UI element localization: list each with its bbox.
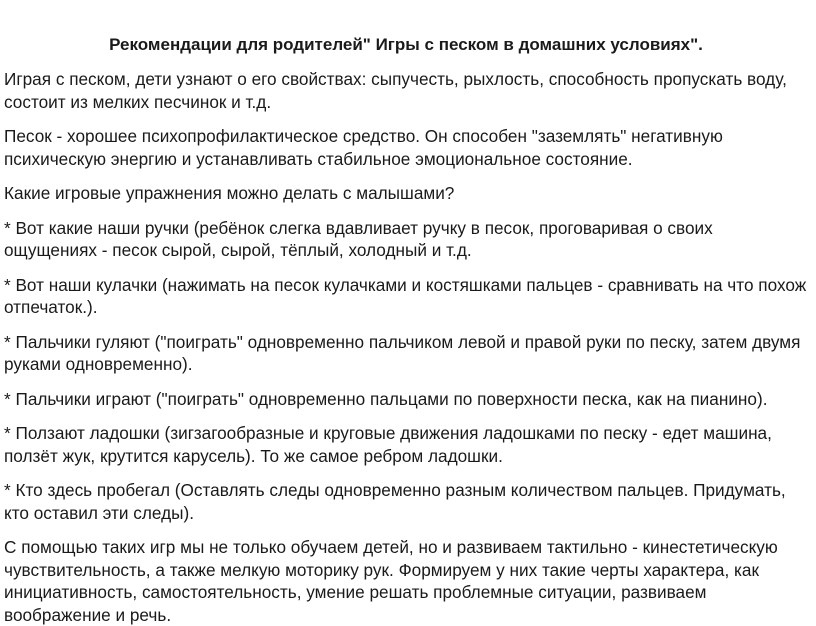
list-item-who-ran: * Кто здесь пробегал (Оставлять следы одновременно разным количеством пальцев. Придумать, кто оставил эти следы). — [4, 480, 786, 523]
paragraph-conclusion: С помощью таких игр мы не только обучаем детей, но и развиваем тактильно - кинестетическую чувствительность, а также мелкую моторику рук. Формируем у них такие черты характера, как инициативность, самостоятельность, умение решать проблемные ситуации, развиваем воображение и речь. — [4, 537, 778, 625]
list-item-fists: * Вот наши кулачки (нажимать на песок кулачками и костяшками пальцев - сравнивать на что похож отпечаток.). — [4, 274, 807, 317]
list-item-fingers-play: * Пальчики играют ("поиграть" одновременно пальцами по поверхности песка, как на пианино). — [4, 388, 768, 409]
paragraph-intro: Играя с песком, дети узнают о его свойствах: сыпучесть, рыхлость, способность пропускать воду, состоит из мелких песчинок и т.д. — [4, 69, 787, 112]
document-title: Рекомендации для родителей" Игры с песком в домашних условиях". — [109, 35, 703, 54]
list-item-fingers-walk: * Пальчики гуляют ("поиграть" одновременно пальчиком левой и правой руки по песку, затем двумя руками одновременно). — [4, 331, 801, 374]
paragraph-exercises-question: Какие игровые упражнения можно делать с малышами? — [4, 183, 455, 203]
list-item-palms-crawl: * Ползают ладошки (зигзагообразные и круговые движения ладошками по песку - едет машина, ползёт жук, крутится карусель). То же самое ребром ладошки. — [4, 423, 772, 466]
paragraph-sand-therapy: Песок - хорошее психопрофилактическое средство. Он способен "заземлять" негативную психическую энергию и устанавливать стабильное эмоциональное состояние. — [4, 126, 723, 169]
list-item-hands: * Вот какие наши ручки (ребёнок слегка вдавливает ручку в песок, проговаривая о своих ощущениях - песок сырой, сырой, тёплый, холодный и т.д. — [4, 217, 713, 260]
